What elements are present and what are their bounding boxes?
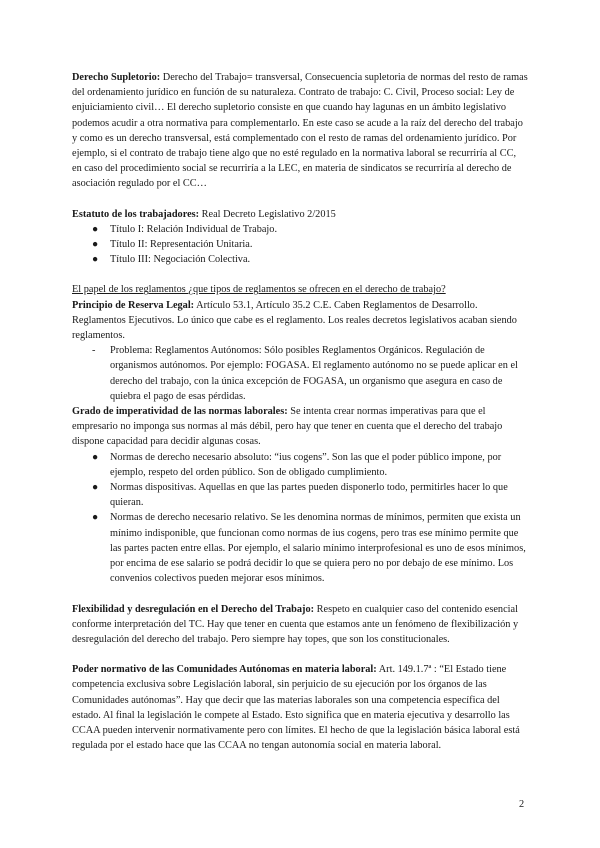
list-item: ● Título III: Negociación Colectiva. [72,252,528,267]
normas-list [72,450,528,587]
derecho-supletorio-body: Derecho del Trabajo= transversal, Consecuencia supletoria de normas del resto de ramas del ordenamiento jurídico en función de su naturaleza. Contrato de trabajo: C. Civil, Proceso social: Ley de enjuiciamiento civil… El derecho supletorio consiste en que cuando hay lagunas en un ámbito legislativo podemos acudir a otra normativa para complementarlo. En este caso se acude a la raíz del derecho del trabajo y como es un derecho transversal, está complementado con el resto de ramas del ordenamiento jurídico. Por ejemplo, si el contrato de trabajo tiene algo que no esté regulado en la normativa laboral se recurriría al CC, en caso del procedimiento social se recurriría a la LEC, en materia de sindicatos se recurriría al derecho de asociación regulado por el CC… [72,72,528,190]
grado-title: Grado de imperatividad de las normas laborales: [72,406,288,418]
list-item: ● Normas de derecho necesario absoluto: “ius cogens”. Son las que el poder público impone, por ejemplo, respeto del orden público. Son de obligado cumplimiento. [92,451,502,478]
principio-paragraph [72,298,528,344]
grado-paragraph [72,404,528,450]
estatuto-list [72,222,528,268]
reglamentos-heading: El papel de los reglamentos ¿que tipos de reglamentos se ofrecen en el derecho de trabajo? [72,284,446,296]
principio-body: Artículo 53.1, Artículo 35.2 C.E. Caben Reglamentos de Desarrollo. Reglamentos Ejecutivos. Lo único que cabe es el reglamento. Los reales decretos legislativos acaban siendo reglamentos. [72,299,517,342]
page-number: 2 [519,799,525,810]
estatuto-body: Real Decreto Legislativo 2/2015 [199,208,336,220]
derecho-supletorio-title: Derecho Supletorio: [72,72,161,83]
poder-normativo-title: Poder normativo de las Comunidades Autónomas en materia laboral: [72,664,377,676]
estatuto-paragraph [72,207,528,222]
poder-normativo-paragraph [72,662,528,753]
bullet-icon: ● [92,451,99,463]
poder-normativo-body: Art. 149.1.7ª : “El Estado tiene competencia exclusiva sobre Legislación laboral, sin perjuicio de su ejecución por los órganos de las Comunidades autónomas”. Hay que decir que las materias laborales son una competencia específica del estado. Al final la legislación le compete al Estado. Esto significa que en materia ejecutiva y desarrollo las CCAA pueden intervenir normativamente pero con límites. El hecho de que la legislación básica laboral está regulada por el estado hace que las CCAA no tengan autonomía social en materia laboral. [72,664,520,752]
flexibilidad-body: Respeto en cualquier caso del contenido esencial conforme interpretación del TC. Hay que tener en cuenta que estamos ante un fenómeno de flexibilización y desregulación del derecho del trabajo. Pero siempre hay topes, que son los constitucionales. [72,603,519,645]
derecho-supletorio-paragraph [72,70,528,192]
list-item: ● Título II: Representación Unitaria. [72,237,528,252]
flexibilidad-paragraph [72,602,528,648]
bullet-icon: ● [92,482,99,494]
estatuto-title: Estatuto de los trabajadores: [72,208,200,220]
bullet-icon: ● [92,239,99,251]
bullet-icon: ● [92,254,99,266]
grado-body: Se intenta crear normas imperativas para que el empresario no imponga sus normas al más débil, pero hay que tener en cuenta que el derecho del trabajo dispone capacidad para decidir algunas cosas. [72,406,503,448]
bullet-icon: ● [92,223,99,235]
principio-title: Principio de Reserva Legal: [72,299,195,311]
dash-icon: - [92,345,96,357]
list-item: ● Normas de derecho necesario relativo. Se les denomina normas de mínimos, permiten que exista un mínimo indisponible, que funcionan como normas de ius cogens, pero tras ese mínimo permite que las partes pacten entre ellas. Por ejemplo, el salario mínimo interprofesional es uno de esos mínimos, por encima de ese salario se podrá decidir lo que se quiera pero no por debajo de ese mínimo. Los convenios colectivos pueden mejorar esos mínimos. [92,512,526,585]
bullet-icon: ● [92,512,99,524]
list-item: ● Normas dispositivas. Aquellas en que las partes pueden disponerlo todo, permitirles hacer lo que quieran. [92,482,508,509]
document-page [72,70,528,753]
list-item: ● Título I: Relación Individual de Trabajo. [72,222,528,237]
problema-list [72,343,528,404]
flexibilidad-title: Flexibilidad y desregulación en el Derecho del Trabajo: [72,603,315,615]
list-item: - Problema: Reglamentos Autónomos: Sólo posibles Reglamentos Orgánicos. Regulación de organismos autónomos. Por ejemplo: FOGASA. El reglamento autónomo no se puede aplicar en el derecho del trabajo, con la única excepción de FOGASA, un organismo que asegura en caso de quiebra el pago de esas pérdidas. [92,345,518,402]
